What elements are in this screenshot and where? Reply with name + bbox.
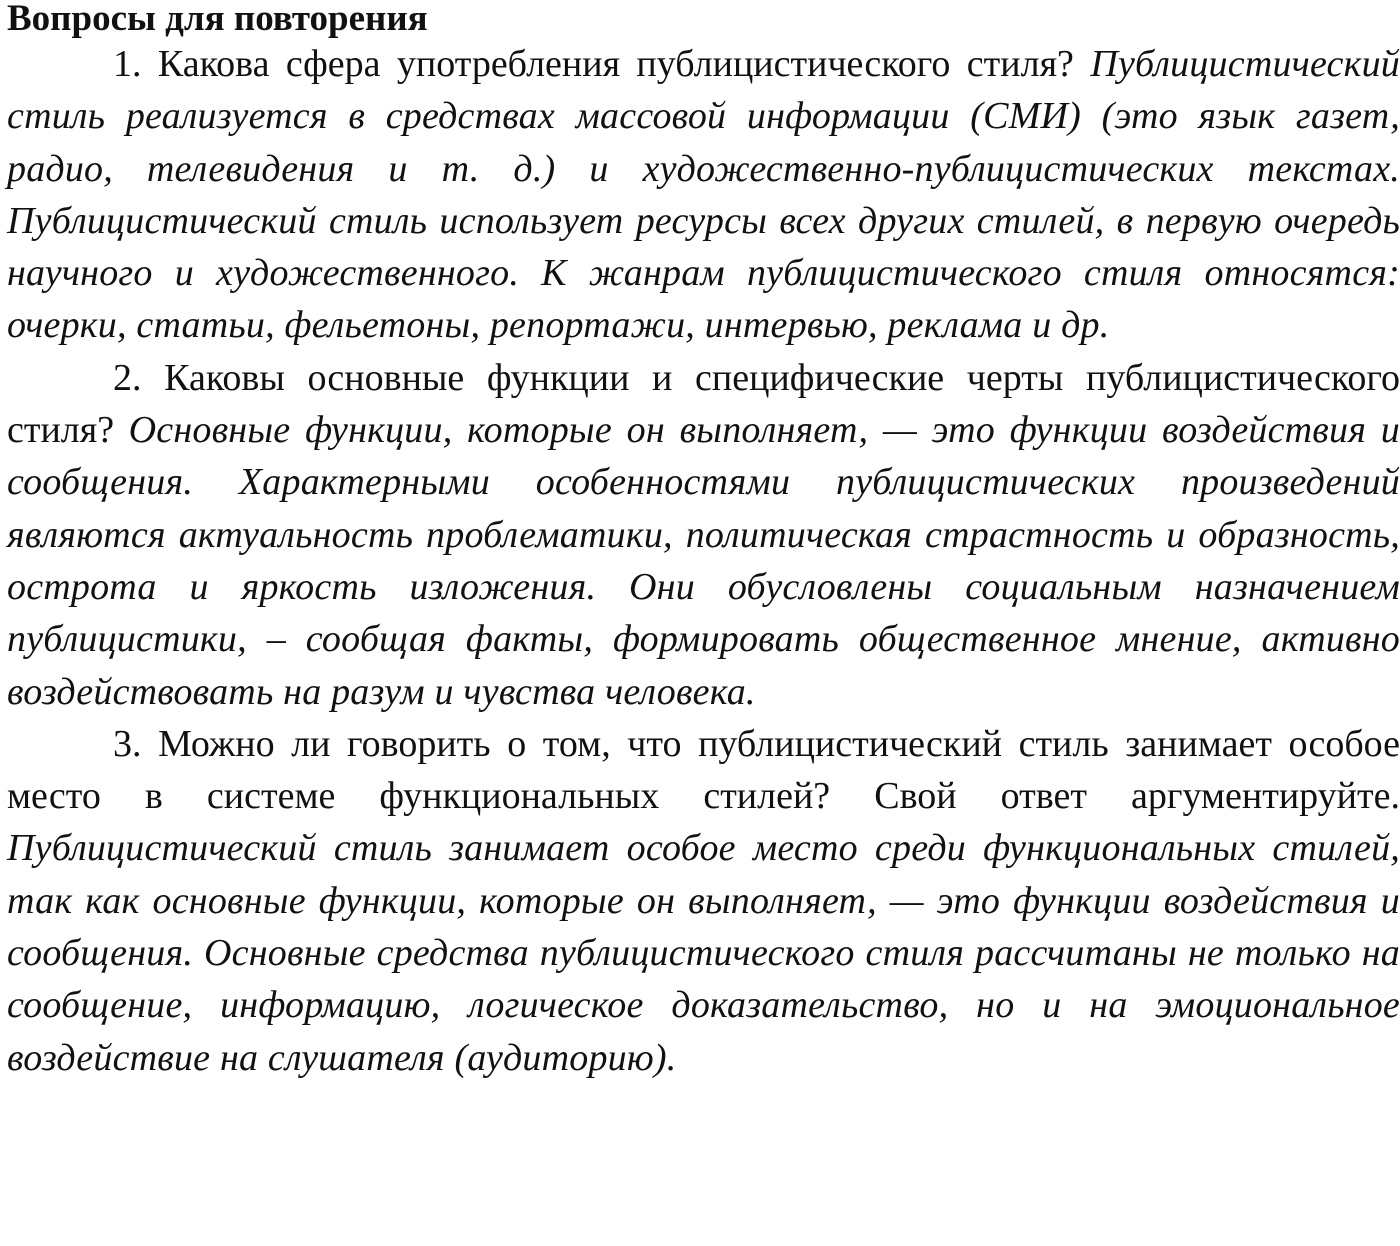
question-block-2 (7, 352, 1400, 718)
question-3-text: 3. Можно ли говорить о том, что публицистический стиль занимает особое место в системе функциональных стилей? Свой ответ аргументируйте. (7, 722, 1400, 818)
document-page (7, 0, 1400, 1084)
question-block-1 (7, 38, 1400, 352)
section-heading: Вопросы для повторения (7, 0, 428, 39)
answer-2-text: Основные функции, которые он выполняет, — это функции воздействия и сообщения. Характерными особенностями публицистических произведений являются актуальность проблематики, политическая страстность и образность, острота и яркость изложения. Они обусловлены социальным назначением публицистики, – сообщая факты, формировать общественное мнение, активно воздействовать на разум и чувства человека. (7, 409, 1400, 713)
question-block-3 (7, 718, 1400, 1084)
answer-1-text: Публицистический стиль реализуется в средствах массовой информации (СМИ) (это язык газет, радио, телевидения и т. д.) и художественно-публицистических текстах. Публицистический стиль использует ресурсы всех других стилей, в первую очередь научного и художественного. К жанрам публицистического стиля относятся: очерки, статьи, фельетоны, репортажи, интервью, реклама и др. (7, 43, 1400, 347)
answer-3-text: Публицистический стиль занимает особое место среди функциональных стилей, так как основные функции, которые он выполняет, — это функции воздействия и сообщения. Основные средства публицистического стиля рассчитаны не только на сообщение, информацию, логическое доказательство, но и на эмоциональное воздействие на слушателя (аудиторию). (7, 827, 1400, 1079)
question-1-text: 1. Какова сфера употребления публицистического стиля? (113, 43, 1074, 85)
question-2-text: 2. Каковы основные функции и специфические черты публицистического стиля? (7, 356, 1400, 452)
